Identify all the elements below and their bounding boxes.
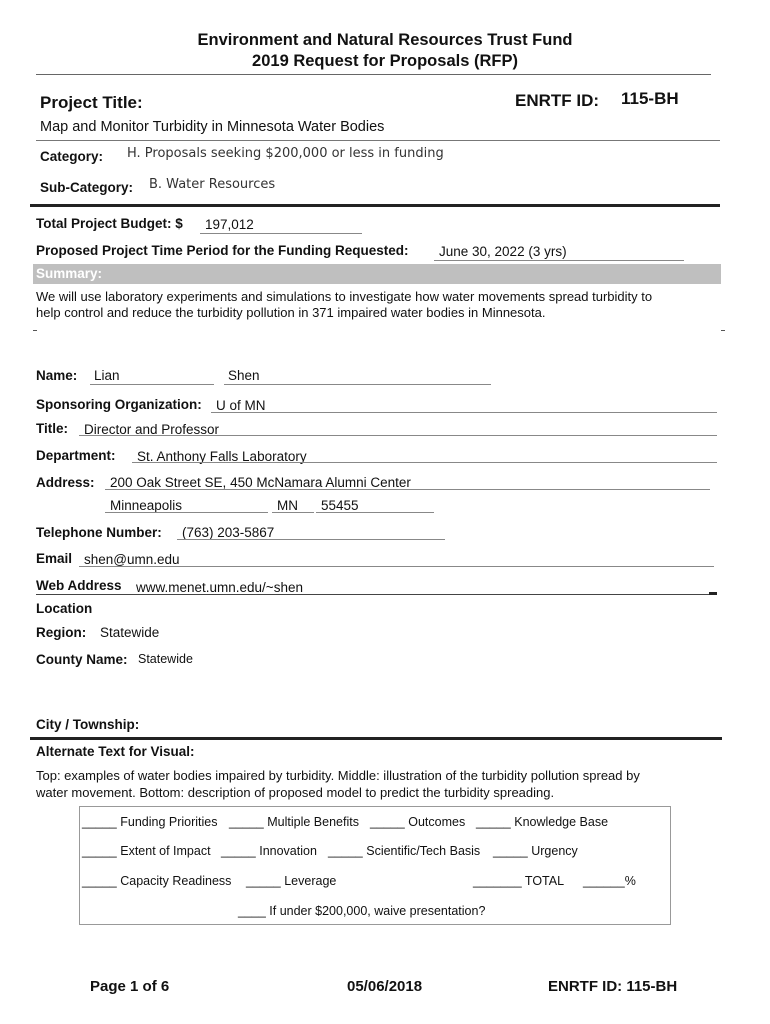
score-leverage: _____ Leverage	[246, 874, 337, 888]
summary-label: Summary:	[36, 266, 103, 281]
visual-label: Alternate Text for Visual:	[36, 744, 195, 759]
score-waive-presentation: ____ If under $200,000, waive presentation?	[238, 904, 486, 918]
department-underline	[132, 461, 717, 463]
state-value: MN	[277, 498, 298, 513]
footer-date: 05/06/2018	[347, 978, 423, 995]
period-value: June 30, 2022 (3 yrs)	[439, 244, 567, 259]
summary-line-1: We will use laboratory experiments and simulations to investigate how water movements spread turbidity to	[36, 289, 653, 304]
city-underline	[105, 511, 268, 513]
county-value: Statewide	[138, 652, 193, 666]
state-underline	[272, 511, 314, 513]
score-funding-priorities: _____ Funding Priorities	[82, 815, 218, 829]
city-township-label: City / Township:	[36, 717, 140, 732]
project-title-label: Project Title:	[40, 93, 143, 112]
budget-value: 197,012	[205, 217, 254, 232]
summary-line-2: help control and reduce the turbidity pollution in 371 impaired water bodies in Minnesota.	[36, 305, 546, 320]
summary-bar	[33, 264, 721, 284]
email-label: Email	[36, 551, 73, 566]
visual-line-1: Top: examples of water bodies impaired by turbidity. Middle: illustration of the turbidity pollution spread by	[36, 768, 640, 783]
summary-tick-right	[721, 330, 725, 331]
period-underline	[434, 259, 684, 261]
location-heading: Location	[36, 601, 93, 616]
department-label: Department:	[36, 448, 116, 463]
title-divider	[36, 140, 720, 141]
org-underline	[211, 411, 717, 413]
org-label: Sponsoring Organization:	[36, 397, 202, 412]
score-multiple-benefits: _____ Multiple Benefits	[229, 815, 359, 829]
score-innovation: _____ Innovation	[221, 844, 317, 858]
zip-value: 55455	[321, 498, 359, 513]
web-value: www.menet.umn.edu/~shen	[136, 580, 303, 595]
email-underline	[79, 565, 714, 567]
email-value: shen@umn.edu	[84, 552, 180, 567]
score-capacity-readiness: _____ Capacity Readiness	[82, 874, 232, 888]
first-name-underline	[90, 383, 214, 385]
score-scientific-tech-basis: _____ Scientific/Tech Basis	[328, 844, 481, 858]
score-extent-of-impact: _____ Extent of Impact	[82, 844, 211, 858]
web-underline	[36, 593, 712, 595]
last-name-underline	[224, 383, 491, 385]
department-value: St. Anthony Falls Laboratory	[137, 449, 307, 464]
contact-title-underline	[79, 434, 717, 436]
period-label: Proposed Project Time Period for the Funding Requested:	[36, 243, 409, 258]
contact-title-label: Title:	[36, 421, 69, 436]
category-label: Category:	[40, 149, 104, 164]
org-value: U of MN	[216, 398, 266, 413]
score-total: _______ TOTAL	[473, 874, 565, 888]
score-urgency: _____ Urgency	[493, 844, 578, 858]
zip-underline	[316, 511, 434, 513]
address-underline	[105, 488, 710, 490]
footer-id: ENRTF ID: 115-BH	[548, 978, 678, 995]
city-value: Minneapolis	[110, 498, 183, 513]
county-label: County Name:	[36, 652, 128, 667]
enrtf-id-value: 115-BH	[621, 89, 679, 108]
first-name: Lian	[94, 368, 120, 383]
budget-underline	[200, 232, 362, 234]
summary-tick-left	[33, 330, 37, 331]
last-name: Shen	[228, 368, 260, 383]
subcategory-value: B. Water Resources	[149, 177, 276, 192]
visual-line-2: water movement. Bottom: description of proposed model to predict the turbidity spreading.	[36, 785, 555, 800]
header-divider	[36, 74, 711, 75]
region-value: Statewide	[100, 625, 160, 640]
name-label: Name:	[36, 368, 78, 383]
address-value: 200 Oak Street SE, 450 McNamara Alumni Center	[110, 475, 411, 490]
phone-underline	[177, 538, 445, 540]
region-label: Region:	[36, 625, 87, 640]
score-outcomes: _____ Outcomes	[370, 815, 466, 829]
category-divider	[30, 204, 720, 207]
phone-label: Telephone Number:	[36, 525, 162, 540]
header-line-1: Environment and Natural Resources Trust Fund	[197, 31, 573, 49]
contact-title-value: Director and Professor	[84, 422, 220, 437]
address-label: Address:	[36, 475, 95, 490]
project-title: Map and Monitor Turbidity in Minnesota Water Bodies	[40, 119, 385, 135]
header-line-2: 2019 Request for Proposals (RFP)	[252, 52, 518, 70]
web-underline-end	[709, 592, 717, 595]
web-label: Web Address	[36, 578, 122, 593]
phone-value: (763) 203-5867	[182, 525, 275, 540]
subcategory-label: Sub-Category:	[40, 180, 134, 195]
footer-page: Page 1 of 6	[90, 978, 170, 995]
enrtf-id-label: ENRTF ID:	[515, 91, 600, 110]
budget-label: Total Project Budget: $	[36, 216, 183, 231]
score-knowledge-base: _____ Knowledge Base	[476, 815, 609, 829]
score-percent: ______%	[583, 874, 636, 888]
location-divider	[30, 737, 722, 740]
category-value: H. Proposals seeking $200,000 or less in funding	[127, 146, 444, 161]
